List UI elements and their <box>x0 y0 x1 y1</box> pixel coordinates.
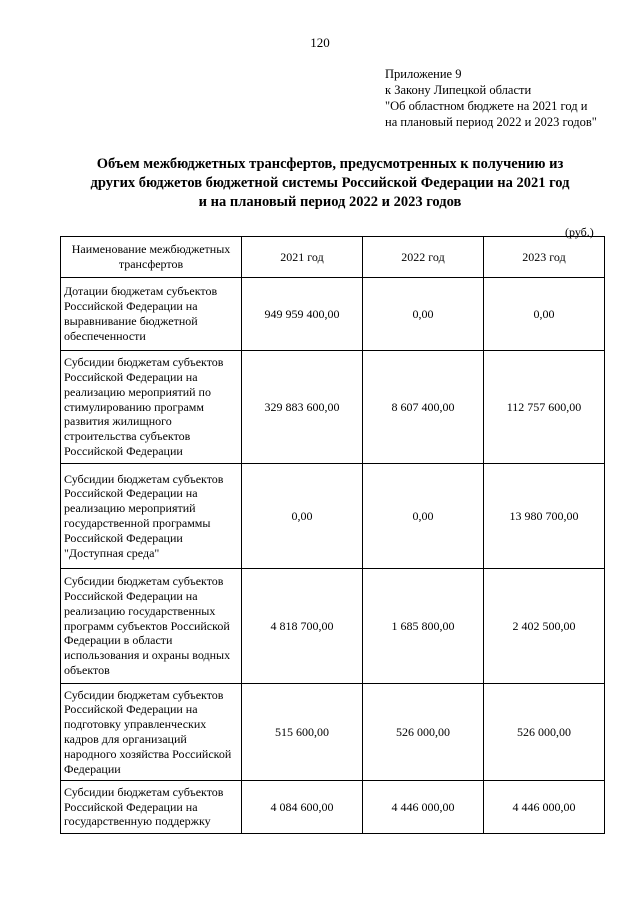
header-2023: 2023 год <box>484 237 605 278</box>
table-row <box>61 351 605 464</box>
amount-2021: 0,00 <box>242 464 363 569</box>
amount-2021: 329 883 600,00 <box>242 351 363 464</box>
amount-2023: 4 446 000,00 <box>484 781 605 834</box>
transfer-name: Дотации бюджетам субъектов Российской Федерации на выравнивание бюджетной обеспеченности <box>61 278 242 351</box>
table-row <box>61 684 605 781</box>
transfer-name: Субсидии бюджетам субъектов Российской Федерации на реализацию мероприятий по стимулированию программ развития жилищного строительства субъектов Российской Федерации <box>61 351 242 464</box>
amount-2021: 4 818 700,00 <box>242 569 363 684</box>
appendix-header <box>385 66 597 130</box>
amount-2021: 515 600,00 <box>242 684 363 781</box>
amount-2022: 8 607 400,00 <box>363 351 484 464</box>
amount-2022: 526 000,00 <box>363 684 484 781</box>
amount-2022: 0,00 <box>363 464 484 569</box>
amount-2021: 4 084 600,00 <box>242 781 363 834</box>
page-number: 120 <box>310 35 330 50</box>
amount-2023: 526 000,00 <box>484 684 605 781</box>
appendix-line: на плановый период 2022 и 2023 годов" <box>385 115 597 129</box>
document-title <box>70 155 590 212</box>
table-header-row <box>61 237 605 278</box>
amount-2022: 4 446 000,00 <box>363 781 484 834</box>
title-line: и на плановый период 2022 и 2023 годов <box>198 194 462 210</box>
amount-2023: 13 980 700,00 <box>484 464 605 569</box>
appendix-line: "Об областном бюджете на 2021 год и <box>385 99 588 113</box>
title-line: Объем межбюджетных трансфертов, предусмотренных к получению из <box>96 156 564 172</box>
transfer-name: Субсидии бюджетам субъектов Российской Федерации на подготовку управленческих кадров для организаций народного хозяйства Российской Федерации <box>61 684 242 781</box>
amount-2021: 949 959 400,00 <box>242 278 363 351</box>
table-row <box>61 278 605 351</box>
transfer-name: Субсидии бюджетам субъектов Российской Федерации на реализацию государственных программ субъектов Российской Федерации в области использования и охраны водных объектов <box>61 569 242 684</box>
transfer-name: Субсидии бюджетам субъектов Российской Федерации на государственную поддержку <box>61 781 242 834</box>
transfers-table <box>60 236 605 834</box>
header-2022: 2022 год <box>363 237 484 278</box>
header-name: Наименование межбюджетных трансфертов <box>61 237 242 278</box>
title-line: других бюджетов бюджетной системы Российской Федерации на 2021 год <box>90 175 570 191</box>
transfer-name: Субсидии бюджетам субъектов Российской Федерации на реализацию мероприятий государственной программы Российской Федерации "Доступная среда" <box>61 464 242 569</box>
header-2021: 2021 год <box>242 237 363 278</box>
amount-2022: 1 685 800,00 <box>363 569 484 684</box>
amount-2023: 0,00 <box>484 278 605 351</box>
table-row <box>61 464 605 569</box>
amount-2022: 0,00 <box>363 278 484 351</box>
appendix-line: Приложение 9 <box>385 67 462 81</box>
unit-label: (руб.) <box>565 225 594 239</box>
table-row <box>61 569 605 684</box>
appendix-line: к Закону Липецкой области <box>385 83 532 97</box>
table-row <box>61 781 605 834</box>
amount-2023: 2 402 500,00 <box>484 569 605 684</box>
amount-2023: 112 757 600,00 <box>484 351 605 464</box>
